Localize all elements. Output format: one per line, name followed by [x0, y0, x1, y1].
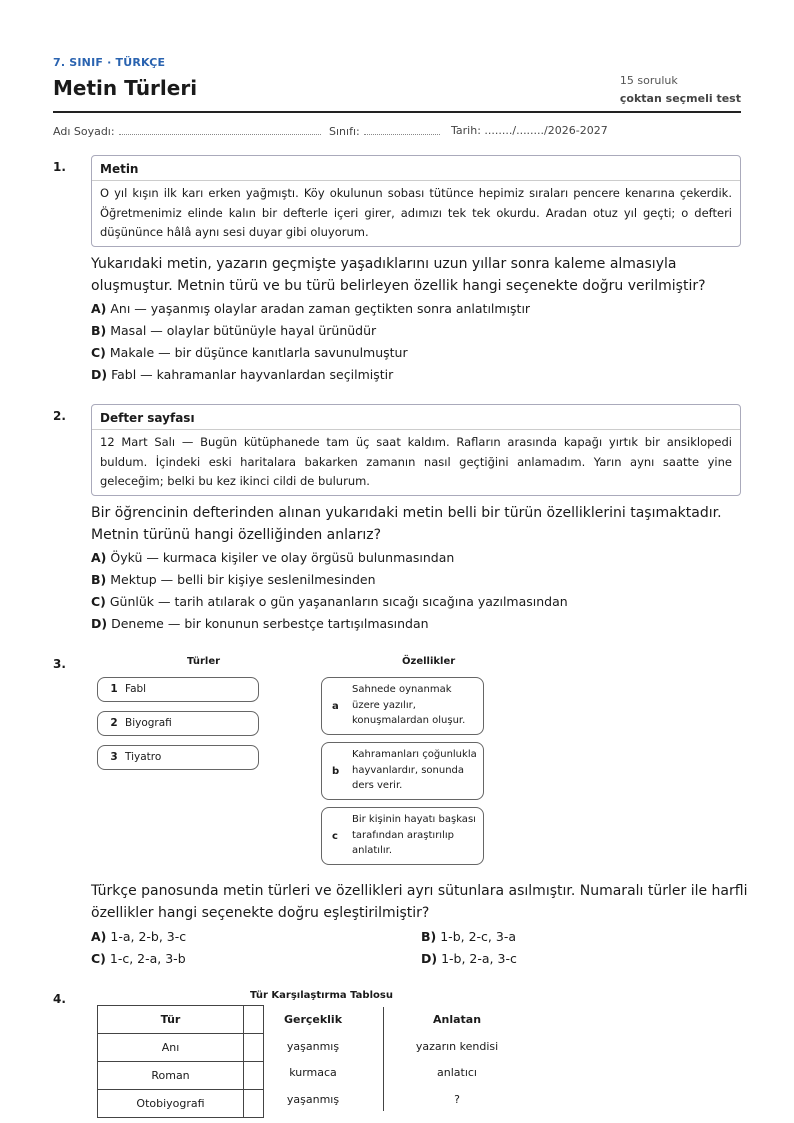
- option-text: Masal — olaylar bütünüyle hayal ürünüdür: [110, 323, 377, 338]
- table-cell: yazarın kendisi: [415, 1040, 499, 1053]
- option-text: 1-c, 2-a, 3-b: [109, 951, 186, 966]
- passage-text: O yıl kışın ilk karı erken yağmıştı. Köy okulunun sobası tütünce hepimiz sıraları pencere kenarına çekerdik. Öğretmenimiz elinde kalın bir defterle içeri girer, adımızı tek tek okurdu. Aradan otuz yıl geçti; o defteri düşününce hâlâ aynı sesi duyar gibi oluyorum.: [100, 186, 732, 239]
- question-2-option-b[interactable]: [91, 572, 376, 587]
- type-number: 1: [110, 683, 118, 695]
- type-card-2: [97, 711, 259, 736]
- feature-letter: b: [332, 766, 340, 777]
- question-3-option-b[interactable]: [421, 929, 516, 944]
- question-1-option-c[interactable]: [91, 345, 408, 360]
- option-letter: D): [421, 951, 438, 966]
- table-row: [98, 1034, 264, 1062]
- option-letter: C): [91, 951, 106, 966]
- class-blank: [364, 124, 440, 135]
- table-cell: Otobiyografi: [98, 1090, 244, 1118]
- question-2-option-a[interactable]: [91, 550, 454, 565]
- test-type: çoktan seçmeli test: [619, 92, 741, 105]
- table-cell: yaşanmış: [286, 1040, 340, 1053]
- option-text: Makale — bir düşünce kanıtlarla savunulmuştur: [109, 345, 408, 360]
- question-1-option-a[interactable]: [91, 301, 530, 316]
- option-text: Günlük — tarih atılarak o gün yaşananların sıcağı sıcağına yazılmasından: [109, 594, 568, 609]
- table-spacer-cell: [244, 1090, 264, 1118]
- class-field[interactable]: [329, 124, 440, 138]
- type-number: 3: [110, 751, 118, 763]
- feature-text: Kahramanları çoğunlukla hayvanlardır, sonunda ders verir.: [352, 749, 477, 791]
- name-field[interactable]: [53, 124, 321, 138]
- class-label: Sınıfı:: [329, 125, 360, 138]
- question-1-number: 1.: [53, 160, 66, 174]
- option-letter: D): [91, 616, 108, 631]
- type-label: Fabl: [125, 683, 147, 695]
- table-row: [98, 1062, 264, 1090]
- type-card-3: [97, 745, 259, 770]
- table-header-cell: Gerçeklik: [283, 1013, 343, 1026]
- question-2-option-c[interactable]: [91, 594, 568, 609]
- option-text: Mektup — belli bir kişiye seslenilmesinden: [110, 572, 376, 587]
- option-letter: B): [91, 572, 107, 587]
- question-3-option-a[interactable]: [91, 929, 186, 944]
- option-text: Deneme — bir konunun serbestçe tartışılmasından: [111, 616, 429, 631]
- name-blank: [119, 124, 321, 135]
- test-meta: [620, 72, 741, 108]
- feature-card-c: [321, 807, 484, 865]
- feature-card-b: [321, 742, 484, 800]
- table-cell: Roman: [98, 1062, 244, 1090]
- date-field[interactable]: Tarih: ......../......../2026-2027: [451, 124, 608, 137]
- type-number: 2: [110, 717, 118, 729]
- feature-letter: c: [332, 831, 338, 842]
- option-text: 1-b, 2-a, 3-c: [441, 951, 517, 966]
- question-1-passage: [91, 155, 741, 247]
- question-3-option-c[interactable]: [91, 951, 186, 966]
- type-label: Tiyatro: [125, 751, 162, 763]
- option-letter: B): [421, 929, 437, 944]
- table-spacer-cell: [244, 1062, 264, 1090]
- feature-text: Bir kişinin hayatı başkası tarafından araştırılıp anlatılır.: [352, 814, 476, 856]
- table-spacer-cell: [244, 1006, 264, 1034]
- option-letter: D): [91, 367, 108, 382]
- option-text: Anı — yaşanmış olaylar aradan zaman geçtikten sonra anlatılmıştır: [110, 301, 531, 316]
- question-3-option-d[interactable]: [421, 951, 517, 966]
- option-letter: A): [91, 929, 107, 944]
- passage-title: Metin: [92, 156, 740, 181]
- features-column-heading: Özellikler: [402, 656, 456, 667]
- option-letter: B): [91, 323, 107, 338]
- page-title: Metin Türleri: [53, 76, 198, 100]
- option-letter: C): [91, 594, 106, 609]
- question-4-number: 4.: [53, 992, 66, 1006]
- table-cell: Anı: [98, 1034, 244, 1062]
- table-cell: anlatıcı: [437, 1066, 477, 1079]
- option-text: 1-b, 2-c, 3-a: [440, 929, 516, 944]
- question-3-stem: Türkçe panosunda metin türleri ve özellikleri ayrı sütunlara asılmıştır. Numaralı türler ile harfli özellikler hangi seçenekte doğru eşleştirilmiştir?: [91, 883, 748, 921]
- type-card-1: [97, 677, 259, 702]
- column-divider: [383, 1007, 384, 1111]
- table-caption: Tür Karşılaştırma Tablosu: [250, 990, 393, 1001]
- question-2-passage: [91, 404, 741, 496]
- type-label: Biyografi: [125, 717, 172, 729]
- table-cell: yaşanmış: [286, 1093, 340, 1106]
- subject-label: 7. SINIF · TÜRKÇE: [53, 56, 166, 69]
- option-text: Fabl — kahramanlar hayvanlardan seçilmiştir: [111, 367, 394, 382]
- feature-letter: a: [332, 701, 339, 712]
- question-3-number: 3.: [53, 657, 66, 671]
- types-column-heading: Türler: [187, 656, 221, 667]
- option-letter: A): [91, 301, 107, 316]
- table-cell: kurmaca: [289, 1066, 337, 1079]
- header-divider: [53, 111, 741, 113]
- option-letter: C): [91, 345, 106, 360]
- question-2-option-d[interactable]: [91, 616, 429, 631]
- table-spacer-cell: [244, 1034, 264, 1062]
- comparison-table: [97, 1005, 264, 1118]
- passage-text: 12 Mart Salı — Bugün kütüphanede tam üç saat kaldım. Rafların arasında kapağı yırtık bir ansiklopedi buldum. İçindeki eski haritalara bakarken zamanın nasıl geçtiğini anlamadım. Yarın aynı saatte yine geleceğim; belki bu kez ikinci cildi de bulurum.: [100, 435, 732, 488]
- table-header-cell: Anlatan: [432, 1013, 482, 1026]
- option-text: 1-a, 2-b, 3-c: [110, 929, 187, 944]
- question-1-option-b[interactable]: [91, 323, 376, 338]
- question-1-option-d[interactable]: [91, 367, 393, 382]
- table-header-row: [98, 1006, 264, 1034]
- feature-card-a: [321, 677, 484, 735]
- name-label: Adı Soyadı:: [53, 125, 115, 138]
- table-row: [98, 1090, 264, 1118]
- table-cell: ?: [454, 1093, 460, 1106]
- question-count: 15 soruluk: [619, 74, 678, 87]
- question-2-stem: Bir öğrencinin defterinden alınan yukarıdaki metin belli bir türün özelliklerini taşımaktadır. Metnin türünü hangi özelliğinden anlarız?: [91, 505, 722, 543]
- feature-text: Sahnede oynanmak üzere yazılır, konuşmalardan oluşur.: [352, 684, 466, 726]
- passage-title: Defter sayfası: [92, 405, 740, 430]
- question-2-number: 2.: [53, 409, 66, 423]
- question-1-stem: Yukarıdaki metin, yazarın geçmişte yaşadıklarını uzun yıllar sonra kaleme almasıyla oluşmuştur. Metnin türü ve bu türü belirleyen özellik hangi seçenekte doğru verilmiştir?: [91, 256, 706, 294]
- table-header-cell: Tür: [98, 1006, 244, 1034]
- option-letter: A): [91, 550, 107, 565]
- option-text: Öykü — kurmaca kişiler ve olay örgüsü bulunmasından: [110, 550, 455, 565]
